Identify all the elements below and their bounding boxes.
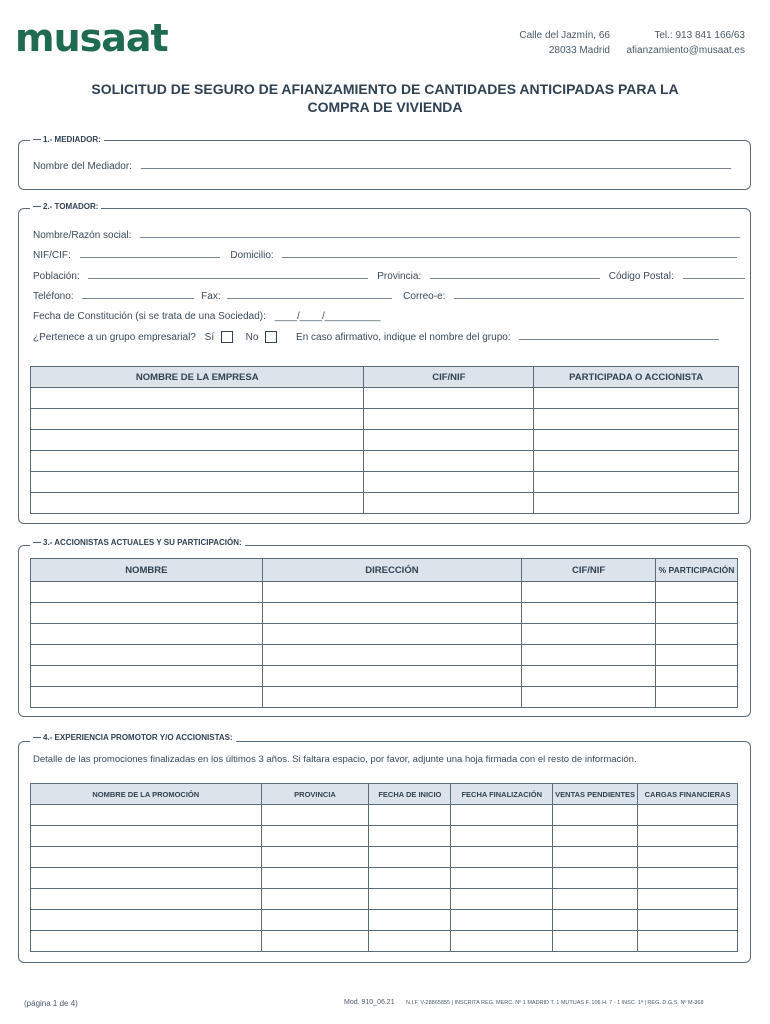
table-cell[interactable] <box>31 645 263 666</box>
provincia-header: PROVINCIA <box>261 784 369 805</box>
razon-label: Nombre/Razón social: <box>33 230 132 241</box>
nif-label: NIF/CIF: <box>33 250 71 261</box>
logo-text: musaat <box>15 16 168 60</box>
empresa-header: NOMBRE DE LA EMPRESA <box>31 367 364 388</box>
mediador-field[interactable] <box>141 160 731 169</box>
table-cell[interactable] <box>31 388 364 409</box>
cif-header: CIF/NIF <box>522 559 656 582</box>
table-cell[interactable] <box>522 666 656 687</box>
si-checkbox[interactable] <box>221 331 233 343</box>
table-cell[interactable] <box>451 847 553 868</box>
participacion-header: % PARTICIPACIÓN <box>656 559 738 582</box>
address-city: 28033 Madrid <box>548 45 610 56</box>
table-cell[interactable] <box>638 826 738 847</box>
table-cell[interactable] <box>451 805 553 826</box>
fax-field[interactable] <box>227 290 392 299</box>
ventas-header: VENTAS PENDIENTES <box>553 784 638 805</box>
table-row <box>31 847 738 868</box>
table-cell[interactable] <box>31 687 263 708</box>
table-cell[interactable] <box>31 805 262 826</box>
table-row <box>31 409 739 430</box>
table-row <box>31 430 739 451</box>
table-cell[interactable] <box>656 582 738 603</box>
table-cell[interactable] <box>262 687 522 708</box>
accionistas-table <box>30 558 738 708</box>
provincia-label: Provincia: <box>377 271 422 282</box>
table-cell[interactable] <box>369 931 451 952</box>
table-cell[interactable] <box>262 603 522 624</box>
cif-header: CIF/NIF <box>364 367 534 388</box>
table-cell[interactable] <box>534 430 739 451</box>
table-row <box>31 624 738 645</box>
table-cell[interactable] <box>261 868 369 889</box>
direccion-header: DIRECCIÓN <box>262 559 522 582</box>
table-cell[interactable] <box>638 931 738 952</box>
table-cell[interactable] <box>364 409 534 430</box>
musaat-logo <box>15 18 205 58</box>
table-cell[interactable] <box>364 451 534 472</box>
table-cell[interactable] <box>553 805 638 826</box>
table-row <box>31 931 738 952</box>
nombre-header: NOMBRE <box>31 559 263 582</box>
table-cell[interactable] <box>364 430 534 451</box>
fax-label: Fax: <box>201 291 221 302</box>
table-row <box>31 666 738 687</box>
table-cell[interactable] <box>31 868 262 889</box>
table-cell[interactable] <box>522 603 656 624</box>
table-cell[interactable] <box>31 409 364 430</box>
poblacion-row <box>33 270 745 282</box>
fecha-row <box>33 311 380 322</box>
table-cell[interactable] <box>451 826 553 847</box>
domicilio-field[interactable] <box>282 249 737 258</box>
form-title <box>40 80 730 116</box>
table-cell[interactable] <box>553 931 638 952</box>
table-cell[interactable] <box>261 847 369 868</box>
table-row <box>31 388 739 409</box>
table-cell[interactable] <box>31 493 364 514</box>
table-cell[interactable] <box>369 868 451 889</box>
telefono-label: Teléfono: <box>33 291 74 302</box>
section-tomador-legend: — 2.- TOMADOR: <box>30 202 101 211</box>
table-cell[interactable] <box>656 603 738 624</box>
telefono-field[interactable] <box>82 290 194 299</box>
table-cell[interactable] <box>262 624 522 645</box>
table-row <box>31 582 738 603</box>
cp-label: Código Postal: <box>608 271 674 282</box>
table-cell[interactable] <box>534 388 739 409</box>
model-code: Mod. 910_06.21 <box>344 999 395 1006</box>
razon-field[interactable] <box>140 229 740 238</box>
table-row <box>31 493 739 514</box>
poblacion-label: Población: <box>33 271 80 282</box>
table-cell[interactable] <box>262 666 522 687</box>
empresas-table <box>30 366 739 514</box>
table-row <box>31 472 739 493</box>
table-cell[interactable] <box>369 805 451 826</box>
table-cell[interactable] <box>262 582 522 603</box>
no-checkbox[interactable] <box>265 331 277 343</box>
legal-text: N.I.F. V-28865855 | INSCRITA REG. MERC. Nº 1 MADRID T. 1 MUTUAS F. 106 H. 7 - 1 INSC. 1ª | REG. D.G.S. Nº M-368 <box>406 1000 704 1006</box>
table-cell[interactable] <box>31 430 364 451</box>
table-cell[interactable] <box>369 889 451 910</box>
experiencia-detail: Detalle de las promociones finalizadas en los últimos 3 años. Si faltara espacio, por favor, adjunte una hoja firmada con el resto de información. <box>33 754 637 765</box>
table-cell[interactable] <box>553 868 638 889</box>
table-cell[interactable] <box>31 624 263 645</box>
table-cell[interactable] <box>534 472 739 493</box>
table-cell[interactable] <box>534 409 739 430</box>
provincia-field[interactable] <box>430 270 600 279</box>
page-number: (página 1 de 4) <box>24 999 78 1008</box>
table-cell[interactable] <box>31 582 263 603</box>
table-cell[interactable] <box>369 910 451 931</box>
table-cell[interactable] <box>534 493 739 514</box>
table-cell[interactable] <box>261 826 369 847</box>
no-label: No <box>245 332 259 343</box>
table-row <box>31 451 739 472</box>
table-cell[interactable] <box>31 451 364 472</box>
fecha-fin-header: FECHA FINALIZACIÓN <box>451 784 553 805</box>
table-cell[interactable] <box>31 666 263 687</box>
participada-header: PARTICIPADA O ACCIONISTA <box>534 367 739 388</box>
cp-field[interactable] <box>683 270 745 279</box>
cargas-header: CARGAS FINANCIERAS <box>638 784 738 805</box>
table-cell[interactable] <box>31 910 262 931</box>
promocion-header: NOMBRE DE LA PROMOCIÓN <box>31 784 262 805</box>
table-cell[interactable] <box>451 931 553 952</box>
title-line-2: COMPRA DE VIVIENDA <box>307 99 463 115</box>
table-row <box>31 645 738 666</box>
afirm-label: En caso afirmativo, indique el nombre del grupo: <box>296 332 511 343</box>
table-cell[interactable] <box>451 910 553 931</box>
table-cell[interactable] <box>31 847 262 868</box>
contact-block <box>615 28 745 58</box>
table-cell[interactable] <box>451 868 553 889</box>
address-street: Calle del Jazmín, 66 <box>519 30 610 41</box>
table-cell[interactable] <box>261 931 369 952</box>
table-cell[interactable] <box>369 826 451 847</box>
table-row <box>31 889 738 910</box>
table-cell[interactable] <box>638 847 738 868</box>
table-row <box>31 868 738 889</box>
table-cell[interactable] <box>522 687 656 708</box>
poblacion-field[interactable] <box>88 270 368 279</box>
table-cell[interactable] <box>638 868 738 889</box>
table-row <box>31 805 738 826</box>
table-cell[interactable] <box>656 624 738 645</box>
table-cell[interactable] <box>522 624 656 645</box>
table-cell[interactable] <box>656 645 738 666</box>
promociones-table <box>30 783 738 952</box>
correo-label: Correo-e: <box>403 291 446 302</box>
section-experiencia-legend: — 4.- EXPERIENCIA PROMOTOR Y/O ACCIONISTAS: <box>30 733 236 742</box>
table-cell[interactable] <box>31 603 263 624</box>
table-cell[interactable] <box>364 493 534 514</box>
mediador-row <box>33 160 731 172</box>
contact-phone: Tel.: 913 841 166/63 <box>654 30 745 41</box>
table-cell[interactable] <box>31 826 262 847</box>
table-row <box>31 687 738 708</box>
table-cell[interactable] <box>31 472 364 493</box>
table-cell[interactable] <box>553 910 638 931</box>
table-cell[interactable] <box>553 847 638 868</box>
table-cell[interactable] <box>534 451 739 472</box>
razon-row <box>33 229 740 241</box>
table-cell[interactable] <box>553 826 638 847</box>
table-cell[interactable] <box>656 666 738 687</box>
address-block <box>470 28 610 58</box>
telefono-row <box>33 290 744 302</box>
table-row <box>31 826 738 847</box>
table-cell[interactable] <box>656 687 738 708</box>
table-cell[interactable] <box>638 889 738 910</box>
mediador-label: Nombre del Mediador: <box>33 161 132 172</box>
table-cell[interactable] <box>262 645 522 666</box>
section-accionistas-legend: — 3.- ACCIONISTAS ACTUALES Y SU PARTICIPACIÓN: <box>30 538 245 547</box>
si-label: Sí <box>204 332 215 343</box>
fecha-field[interactable]: ____/____/__________ <box>274 311 381 322</box>
table-cell[interactable] <box>522 645 656 666</box>
grupo-row <box>33 331 719 343</box>
fecha-inicio-header: FECHA DE INICIO <box>369 784 451 805</box>
table-cell[interactable] <box>261 805 369 826</box>
nif-row <box>33 249 737 261</box>
table-cell[interactable] <box>638 910 738 931</box>
table-cell[interactable] <box>364 388 534 409</box>
table-cell[interactable] <box>31 889 262 910</box>
grupo-nombre-field[interactable] <box>519 331 719 340</box>
table-cell[interactable] <box>522 582 656 603</box>
table-cell[interactable] <box>451 889 553 910</box>
table-cell[interactable] <box>638 805 738 826</box>
contact-email: afianzamiento@musaat.es <box>626 45 745 56</box>
title-line-1: SOLICITUD DE SEGURO DE AFIANZAMIENTO DE CANTIDADES ANTICIPADAS PARA LA <box>91 81 679 97</box>
table-cell[interactable] <box>553 889 638 910</box>
table-cell[interactable] <box>31 931 262 952</box>
table-cell[interactable] <box>364 472 534 493</box>
table-cell[interactable] <box>261 889 369 910</box>
grupo-label: ¿Pertenece a un grupo empresarial? <box>33 332 196 343</box>
table-row <box>31 603 738 624</box>
correo-field[interactable] <box>454 290 744 299</box>
domicilio-label: Domicilio: <box>230 250 274 261</box>
table-row <box>31 910 738 931</box>
table-cell[interactable] <box>369 847 451 868</box>
nif-field[interactable] <box>80 249 220 258</box>
table-cell[interactable] <box>261 910 369 931</box>
section-mediador-legend: — 1.- MEDIADOR: <box>30 135 104 144</box>
fecha-label: Fecha de Constitución (si se trata de una Sociedad): <box>33 311 266 322</box>
